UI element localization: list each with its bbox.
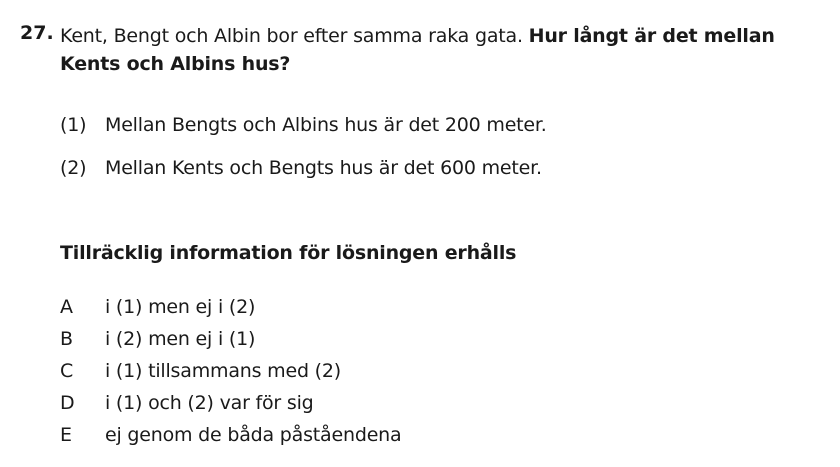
- option-e-letter: E: [60, 424, 72, 446]
- question-prompt: Hur långt är det mellan Kents och Albins hus?: [60, 25, 775, 75]
- statement-2-text: Mellan Kents och Bengts hus är det 600 meter.: [105, 157, 542, 179]
- option-e-text: ej genom de båda påståendena: [105, 424, 402, 446]
- statement-1: [60, 114, 547, 136]
- statement-2: [60, 157, 542, 179]
- statement-1-text: Mellan Bengts och Albins hus är det 200 meter.: [105, 114, 547, 136]
- statement-1-label: (1): [60, 114, 87, 136]
- question-number: 27.: [20, 22, 54, 44]
- statement-2-label: (2): [60, 157, 87, 179]
- option-c[interactable]: [60, 360, 401, 392]
- option-c-letter: C: [60, 360, 74, 382]
- option-d[interactable]: [60, 392, 401, 424]
- option-a-text: i (1) men ej i (2): [105, 296, 256, 318]
- question-intro: Kent, Bengt och Albin bor efter samma raka gata.: [60, 25, 523, 47]
- option-b[interactable]: [60, 328, 401, 360]
- answer-options: [60, 296, 401, 456]
- option-a[interactable]: [60, 296, 401, 328]
- option-e[interactable]: [60, 424, 401, 456]
- option-a-letter: A: [60, 296, 73, 318]
- question-text: [60, 22, 830, 78]
- options-heading: Tillräcklig information för lösningen erhålls: [60, 242, 517, 264]
- option-d-text: i (1) och (2) var för sig: [105, 392, 314, 414]
- option-d-letter: D: [60, 392, 75, 414]
- option-c-text: i (1) tillsammans med (2): [105, 360, 341, 382]
- option-b-text: i (2) men ej i (1): [105, 328, 256, 350]
- option-b-letter: B: [60, 328, 73, 350]
